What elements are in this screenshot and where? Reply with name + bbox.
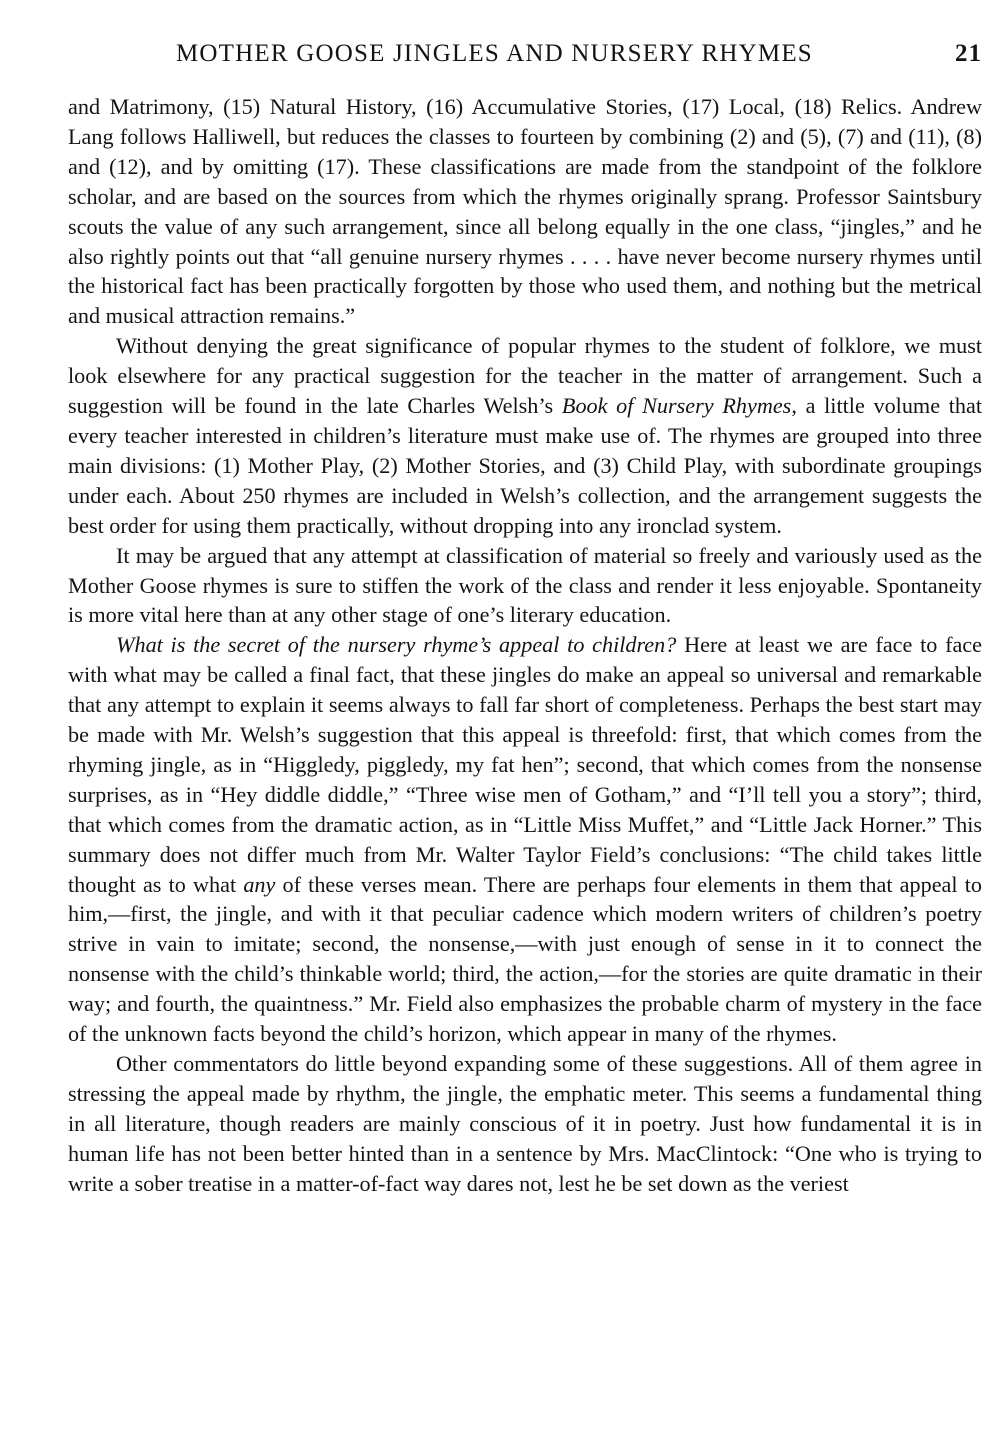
book-page: [68, 40, 982, 1199]
running-title: MOTHER GOOSE JINGLES AND NURSERY RHYMES: [176, 40, 813, 67]
paragraph-1: [68, 92, 982, 331]
body-text: [68, 92, 982, 1199]
text-segment: Other commentators do little beyond expanding some of these suggestions. All of them agree in stressing the appeal made by rhythm, the jingle, the emphatic meter. This seems a fundamental thing in all literature, though readers are mainly conscious of it in poetry. Just how fundamental it is in human life has not been better hinted than in a sentence by Mrs. MacClintock: “One who is trying to write a sober treatise in a matter-of-fact way dares not, lest he be set down as the veriest: [68, 1051, 982, 1196]
text-segment: , a little volume that every teacher interested in children’s literature must make use of. The rhymes are grouped into three main divisions: (1) Mother Play, (2) Mother Stories, and (3) Child Play, with subordinate groupings under each. About 250 rhymes are included in Welsh’s collection, and the arrangement suggests the best order for using them practically, without dropping into any ironclad system.: [68, 393, 983, 538]
page-number: 21: [955, 40, 982, 67]
paragraph-5: [68, 1049, 982, 1199]
text-segment: of these verses mean. There are perhaps four elements in them that appeal to him,—first, the jingle, and with it that peculiar cadence which modern writers of children’s poetry strive in vain to imitate; second, the nonsense,—with just enough of sense in it to connect the nonsense with the child’s thinkable world; third, the action,—for the stories are quite dramatic in their way; and fourth, the quaintness.” Mr. Field also emphasizes the probable charm of mystery in the face of the unknown facts beyond the child’s horizon, which appear in many of the rhymes.: [68, 871, 982, 1047]
paragraph-3: [68, 541, 982, 631]
paragraph-4: [68, 630, 982, 1049]
text-segment: Here at least we are face to face with what may be called a final fact, that these jingles do make an appeal so universal and remarkable that any attempt to explain it seems always to fall far short of completeness. Perhaps the best start may be made with Mr. Welsh’s suggestion that this appeal is threefold: first, that which comes from the rhyming jingle, as in “Higgledy, piggledy, my fat hen”; second, that which comes from the nonsense surprises, as in “Hey diddle diddle,” “Three wise men of Gotham,” and “I’ll tell you a story”; third, that which comes from the dramatic action, as in “Little Miss Muffet,” and “Little Jack Horner.” This summary does not differ much from Mr. Walter Taylor Field’s conclusions: “The child takes little thought as to what: [68, 632, 983, 897]
italic-question: What is the secret of the nursery rhyme’s appeal to children?: [116, 632, 677, 658]
paragraph-2: [68, 331, 982, 540]
running-head: [68, 40, 982, 78]
text-segment: It may be argued that any attempt at classification of material so freely and variously used as the Mother Goose rhymes is sure to stiffen the work of the class and render it less enjoyable. Spontaneity is more vital here than at any other stage of one’s literary education.: [68, 542, 982, 628]
text-segment: Without denying the great significance of popular rhymes to the student of folklore, we must look elsewhere for any practical suggestion for the teacher in the matter of arrangement. Such a suggestion will be found in the late Charles Welsh’s: [68, 333, 982, 419]
text-segment: and Matrimony, (15) Natural History, (16) Accumulative Stories, (17) Local, (18) Relics. Andrew Lang follows Halliwell, but reduces the classes to fourteen by combining (2) and (5), (7) and (11), (8) and (12), and by omitting (17). These classifications are made from the standpoint of the folklore scholar, and are based on the sources from which the rhymes originally sprang. Professor Saintsbury scouts the value of any such arrangement, since all belong equally in the one class, “jingles,” and he also rightly points out that “all genuine nursery rhymes . . . . have never become nursery rhymes until the historical fact has been practically forgotten by those who used them, and nothing but the metrical and musical attraction remains.”: [68, 94, 982, 329]
book-title: Book of Nursery Rhymes: [561, 393, 792, 419]
italic-emphasis: any: [243, 871, 276, 897]
